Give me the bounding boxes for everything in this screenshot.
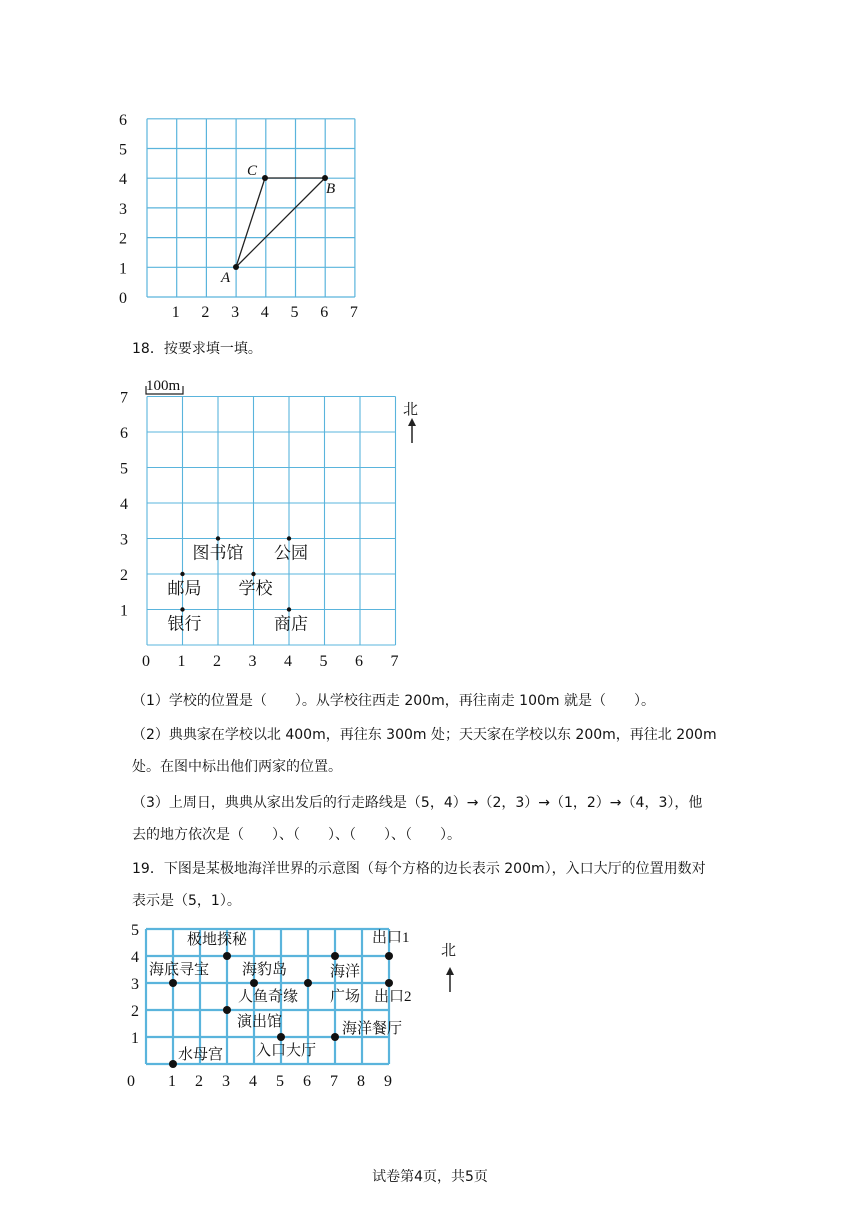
x-tick-label: 1 — [177, 653, 186, 670]
q18-title: 18．按要求填一填。 — [132, 341, 262, 357]
place-dot — [385, 979, 393, 987]
x-tick-label: 1 — [171, 304, 180, 321]
place-chukou1: 出口1 — [372, 930, 410, 946]
y-tick-label: 1 — [119, 260, 127, 278]
place-haibao: 海豹岛 — [242, 962, 288, 978]
y-tick-label: 0 — [119, 290, 127, 307]
y-tick-label: 4 — [119, 171, 127, 189]
place-dot — [385, 952, 393, 960]
q18-part2-line2: 处。在图中标出他们两家的位置。 — [132, 759, 342, 775]
q18-part1: （1）学校的位置是（ ）。从学校往西走 200m，再往南走 100m 就是（ ）。 — [132, 693, 655, 709]
x-tick-label: 3 — [222, 1073, 230, 1090]
place-dot — [250, 979, 258, 987]
q18-part2-line1: （2）典典家在学校以北 400m，再往东 300m 处；天天家在学校以东 200m，再往北 200m — [132, 727, 717, 743]
place-dot — [169, 1060, 177, 1068]
place-jidi: 极地探秘 — [187, 932, 248, 948]
place-dot — [287, 536, 291, 540]
place-dot — [331, 1033, 339, 1041]
y-tick-label: 3 — [120, 531, 128, 549]
place-dot — [277, 1033, 285, 1041]
x-tick-label: 2 — [213, 653, 221, 670]
x-tick-label: 5 — [290, 304, 299, 321]
q19-north-arrowhead — [446, 967, 454, 975]
x-tick-label: 9 — [384, 1073, 392, 1090]
place-haiyang-2: 广场 — [330, 989, 361, 1005]
q18-part3-line1: （3）上周日，典典从家出发后的行走路线是（5，4）→（2，3）→（1，2）→（4，3），他 — [132, 795, 703, 811]
x-tick-label: 7 — [349, 304, 358, 321]
y-tick-label: 2 — [120, 567, 128, 584]
x-tick-label: 8 — [357, 1073, 365, 1090]
x-tick-label: 3 — [248, 653, 257, 670]
y-tick-label: 3 — [119, 200, 127, 218]
place-renyu: 人鱼奇缘 — [238, 989, 299, 1005]
place-shuimu: 水母宫 — [178, 1047, 224, 1063]
x-tick-label: 3 — [231, 304, 240, 321]
y-tick-label: 3 — [131, 976, 139, 993]
x-tick-label: 0 — [127, 1073, 135, 1090]
scale-label: 100m — [146, 378, 181, 394]
y-tick-label: 5 — [120, 460, 128, 478]
place-label: 学校 — [238, 579, 273, 599]
q18-map-figure — [110, 370, 440, 675]
place-chukou2: 出口2 — [374, 989, 412, 1005]
place-haidi: 海底寻宝 — [149, 962, 210, 978]
q18-north-label: 北 — [403, 400, 419, 418]
point-a — [233, 264, 239, 270]
place-label: 银行 — [167, 614, 202, 635]
place-dot — [180, 607, 184, 611]
x-tick-label: 1 — [168, 1073, 176, 1090]
place-haiyang-1: 海洋 — [330, 964, 361, 980]
place-dot — [223, 1006, 231, 1014]
x-tick-label: 7 — [330, 1073, 338, 1090]
place-label: 邮局 — [167, 579, 202, 599]
place-label: 商店 — [274, 614, 308, 635]
place-dot — [331, 952, 339, 960]
x-tick-label: 5 — [319, 653, 328, 670]
page-footer: 试卷第4页，共5页 — [372, 1169, 488, 1185]
y-tick-label: 6 — [120, 425, 128, 442]
x-tick-label: 4 — [260, 304, 269, 321]
q19-line2: 表示是（5，1）。 — [132, 893, 241, 909]
place-label: 公园 — [274, 543, 308, 564]
q19-north-label: 北 — [441, 941, 457, 959]
place-dot — [223, 952, 231, 960]
q18-places — [168, 536, 309, 634]
y-tick-label: 7 — [120, 389, 128, 407]
q19-map-figure — [120, 915, 480, 1095]
x-tick-label: 4 — [284, 653, 292, 670]
y-tick-label: 1 — [131, 1030, 139, 1047]
y-tick-label: 2 — [131, 1003, 139, 1020]
x-tick-label: 2 — [201, 304, 210, 321]
x-tick-label: 4 — [249, 1073, 257, 1090]
y-tick-label: 5 — [131, 922, 139, 939]
q19-line1: 19．下图是某极地海洋世界的示意图（每个方格的边长表示 200m），入口大厅的位置用数对 — [132, 861, 706, 877]
fig1-grid — [147, 119, 355, 297]
y-tick-label: 5 — [119, 141, 127, 159]
place-dot — [287, 607, 291, 611]
place-label: 图书馆 — [192, 543, 244, 564]
point-a-label: A — [221, 270, 231, 286]
fig1-tick-labels — [119, 112, 358, 321]
point-c-label: C — [247, 163, 258, 179]
x-tick-label: 6 — [355, 653, 363, 670]
place-dot — [304, 979, 312, 987]
x-tick-label: 5 — [276, 1073, 284, 1090]
y-tick-label: 4 — [120, 496, 128, 513]
q18-part3-line2: 去的地方依次是（ ）、（ ）、（ ）、（ ）。 — [132, 827, 461, 843]
place-dot — [216, 536, 220, 540]
x-tick-label: 6 — [303, 1073, 311, 1090]
point-b-label: B — [326, 181, 336, 197]
q18-north-arrowhead — [408, 418, 416, 426]
y-tick-label: 6 — [119, 111, 127, 129]
x-tick-label: 0 — [142, 653, 150, 670]
triangle-grid-figure — [110, 108, 370, 323]
place-dot — [180, 572, 184, 576]
place-rukou: 入口大厅 — [256, 1043, 317, 1059]
q18-grid — [147, 397, 396, 646]
triangle-abc — [236, 178, 325, 267]
place-dot — [169, 979, 177, 987]
point-c — [262, 175, 268, 181]
x-tick-label: 6 — [320, 304, 329, 321]
x-tick-label: 7 — [390, 653, 399, 670]
y-tick-label: 2 — [119, 230, 127, 248]
place-canting: 海洋餐厅 — [342, 1021, 403, 1037]
y-tick-label: 1 — [120, 602, 128, 620]
y-tick-label: 4 — [131, 949, 139, 966]
x-tick-label: 2 — [195, 1073, 203, 1090]
place-dot — [251, 572, 255, 576]
place-yanchu: 演出馆 — [237, 1014, 283, 1030]
